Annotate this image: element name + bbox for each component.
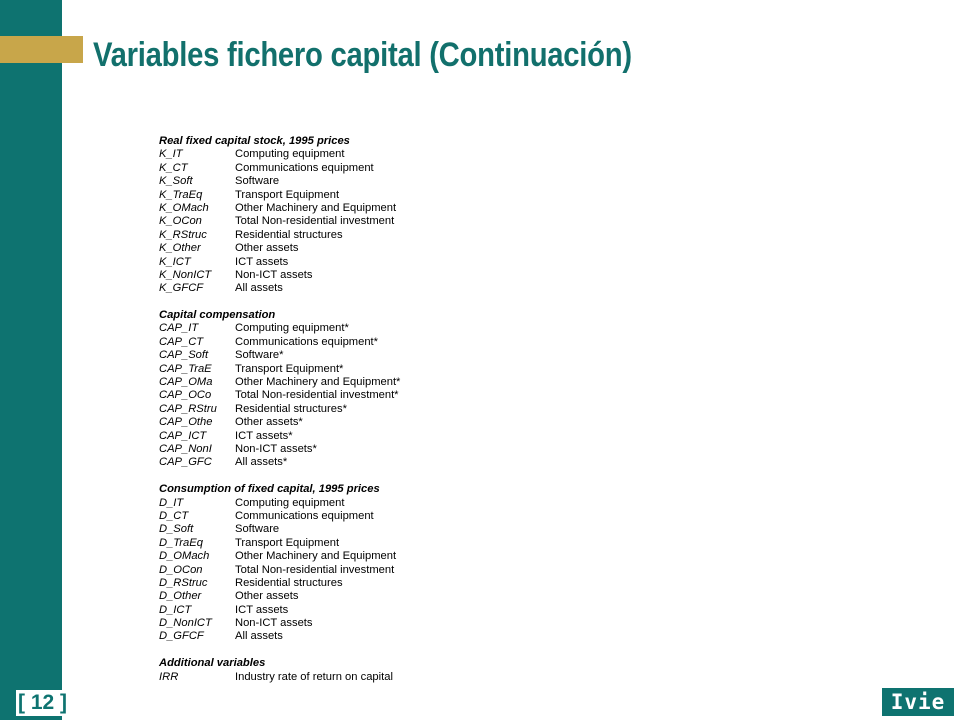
page-number: [ 12 ] xyxy=(18,691,68,714)
variable-description: Other assets* xyxy=(235,416,303,429)
variable-code: CAP_NonI xyxy=(159,442,212,455)
variable-code: CAP_CT xyxy=(159,335,204,348)
variable-description: Total Non-residential investment* xyxy=(235,389,399,402)
variable-description: Total Non-residential investment xyxy=(235,563,395,576)
table-row xyxy=(159,376,469,389)
table-row xyxy=(159,590,469,603)
table-row xyxy=(159,175,469,188)
section-title: Capital compensation xyxy=(159,309,276,322)
variable-description: Non-ICT assets* xyxy=(235,442,317,455)
variable-code: D_TraEq xyxy=(159,536,203,549)
variable-description: Software xyxy=(235,175,280,188)
variable-description: Industry rate of return on capital xyxy=(235,670,393,683)
variable-section xyxy=(159,657,469,684)
variable-code: CAP_Soft xyxy=(159,349,209,362)
variable-code: D_Soft xyxy=(159,523,194,536)
variable-code: D_Other xyxy=(159,590,202,603)
table-row xyxy=(159,269,469,282)
variable-code: CAP_Othe xyxy=(159,416,213,429)
variable-description: Other assets xyxy=(235,590,299,603)
table-row xyxy=(159,389,469,402)
variable-description: Residential structures xyxy=(235,228,343,241)
variable-code: CAP_IT xyxy=(159,322,199,335)
table-row xyxy=(159,256,469,269)
table-row xyxy=(159,322,469,335)
table-row xyxy=(159,456,469,469)
table-row xyxy=(159,443,469,456)
table-row xyxy=(159,162,469,175)
table-row xyxy=(159,416,469,429)
title-accent-bar xyxy=(0,36,83,63)
variable-code: CAP_RStru xyxy=(159,402,217,415)
variable-code: CAP_ICT xyxy=(159,429,207,442)
table-row xyxy=(159,430,469,443)
variable-description: Other Machinery and Equipment xyxy=(235,550,397,563)
table-row xyxy=(159,403,469,416)
variable-code: D_IT xyxy=(159,496,184,509)
ivie-logo: Ivie xyxy=(882,688,954,716)
variable-section xyxy=(159,135,469,296)
variable-code: D_OMach xyxy=(159,550,210,563)
table-row xyxy=(159,229,469,242)
variable-code: CAP_OCo xyxy=(159,389,212,402)
variable-code: K_RStruc xyxy=(159,228,207,241)
table-row xyxy=(159,510,469,523)
table-row xyxy=(159,577,469,590)
variable-code: D_RStruc xyxy=(159,576,208,589)
variable-description: ICT assets* xyxy=(235,429,293,442)
section-title: Additional variables xyxy=(159,657,266,670)
variable-code: K_IT xyxy=(159,148,183,161)
variable-description: Software* xyxy=(235,349,284,362)
variable-description: Communications equipment xyxy=(235,509,374,522)
table-row xyxy=(159,523,469,536)
variable-description: Transport Equipment xyxy=(235,188,340,201)
variable-code: K_ICT xyxy=(159,255,191,268)
variable-description: ICT assets xyxy=(235,603,289,616)
variable-code: D_GFCF xyxy=(159,630,204,643)
variable-description: Residential structures xyxy=(235,576,343,589)
table-row xyxy=(159,282,469,295)
variable-code: D_ICT xyxy=(159,603,192,616)
variable-description: All assets xyxy=(235,630,283,643)
table-row xyxy=(159,336,469,349)
table-row xyxy=(159,604,469,617)
variable-code: CAP_OMa xyxy=(159,376,213,389)
table-row xyxy=(159,537,469,550)
variable-description: Non-ICT assets xyxy=(235,617,313,630)
variable-description: Total Non-residential investment xyxy=(235,215,395,228)
variable-description: Communications equipment* xyxy=(235,335,379,348)
table-row xyxy=(159,202,469,215)
variable-code: D_OCon xyxy=(159,563,203,576)
variable-code: IRR xyxy=(159,670,179,683)
variable-description: Other Machinery and Equipment* xyxy=(235,376,401,389)
table-row xyxy=(159,630,469,643)
variable-description: Non-ICT assets xyxy=(235,268,313,281)
variable-section xyxy=(159,309,469,470)
variable-code: K_OCon xyxy=(159,215,202,228)
variable-description: Computing equipment* xyxy=(235,322,349,335)
variable-description: Other Machinery and Equipment xyxy=(235,201,397,214)
variables-table xyxy=(159,135,469,697)
variable-description: All assets* xyxy=(235,456,288,469)
variable-description: Computing equipment xyxy=(235,496,345,509)
variable-code: D_CT xyxy=(159,509,189,522)
variable-section xyxy=(159,483,469,644)
table-row xyxy=(159,497,469,510)
table-row xyxy=(159,550,469,563)
table-row xyxy=(159,363,469,376)
variable-code: K_Soft xyxy=(159,175,193,188)
variable-code: CAP_TraE xyxy=(159,362,212,375)
variable-code: K_TraEq xyxy=(159,188,203,201)
variable-description: All assets xyxy=(235,282,283,295)
slide-title: Variables fichero capital (Continuación) xyxy=(93,36,632,74)
sidebar-band xyxy=(0,0,62,720)
table-row xyxy=(159,242,469,255)
variable-code: K_Other xyxy=(159,242,201,255)
table-row xyxy=(159,671,469,684)
variable-description: Residential structures* xyxy=(235,402,347,415)
variable-code: K_CT xyxy=(159,161,188,174)
variable-code: D_NonICT xyxy=(159,617,212,630)
variable-description: Transport Equipment xyxy=(235,536,340,549)
variable-code: K_NonICT xyxy=(159,268,212,281)
variable-code: K_GFCF xyxy=(159,282,204,295)
variable-description: Communications equipment xyxy=(235,161,374,174)
table-row xyxy=(159,148,469,161)
variable-code: CAP_GFC xyxy=(159,456,212,469)
table-row xyxy=(159,564,469,577)
section-title: Real fixed capital stock, 1995 prices xyxy=(159,135,350,147)
variable-description: Transport Equipment* xyxy=(235,362,344,375)
variable-description: Computing equipment xyxy=(235,148,345,161)
variable-code: K_OMach xyxy=(159,201,209,214)
table-row xyxy=(159,617,469,630)
section-title: Consumption of fixed capital, 1995 prices xyxy=(159,483,380,496)
variable-description: ICT assets xyxy=(235,255,289,268)
table-row xyxy=(159,189,469,202)
variable-description: Software xyxy=(235,523,280,536)
table-row xyxy=(159,349,469,362)
variable-description: Other assets xyxy=(235,242,299,255)
table-row xyxy=(159,215,469,228)
